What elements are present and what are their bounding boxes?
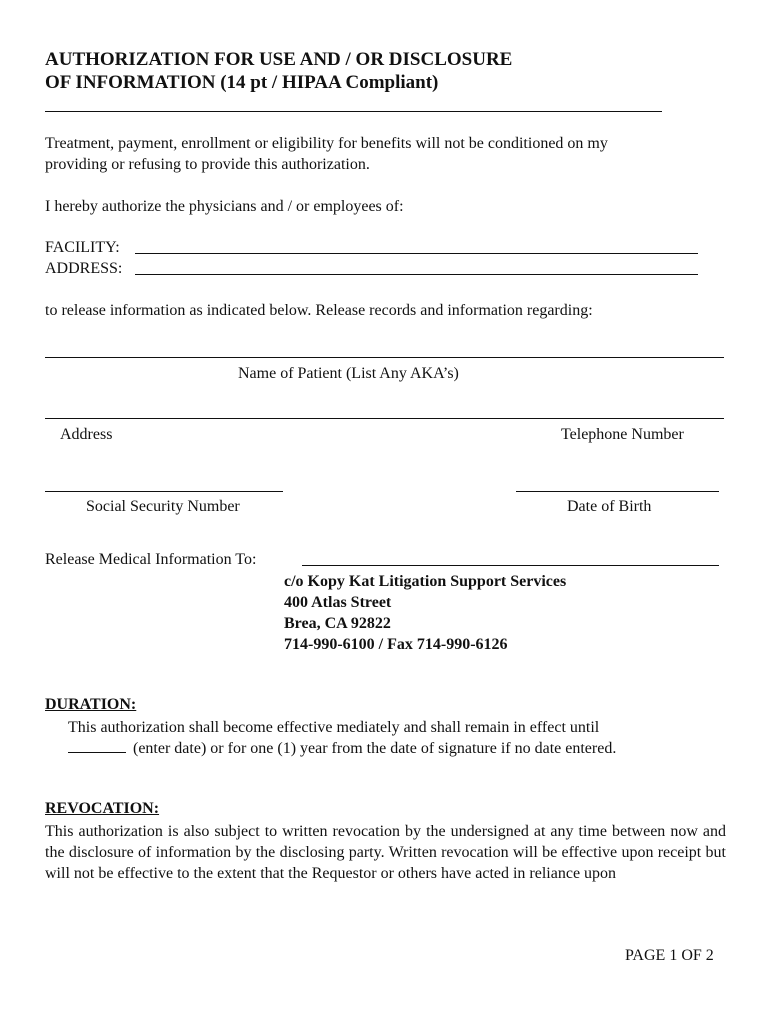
recipient-street: 400 Atlas Street	[284, 594, 392, 611]
patient-name-field[interactable]	[45, 357, 724, 358]
patient-name-label: Name of Patient (List Any AKA’s)	[238, 365, 459, 382]
release-regarding-text: to release information as indicated below. Release records and information regarding:	[45, 302, 593, 319]
recipient-city-state-zip: Brea, CA 92822	[284, 615, 391, 632]
dob-label: Date of Birth	[567, 498, 652, 515]
dob-field[interactable]	[516, 491, 719, 492]
patient-address-phone-field[interactable]	[45, 418, 724, 419]
form-title-line1: AUTHORIZATION FOR USE AND / OR DISCLOSURE	[45, 49, 513, 70]
ssn-field[interactable]	[45, 491, 283, 492]
recipient-name: c/o Kopy Kat Litigation Support Services	[284, 573, 567, 590]
facility-field[interactable]	[135, 253, 698, 254]
duration-text-line2: (enter date) or for one (1) year from the date of signature if no date entered.	[133, 740, 617, 757]
revocation-heading: REVOCATION:	[45, 800, 160, 817]
duration-text-line1: This authorization shall become effective mediately and shall remain in effect until	[68, 719, 600, 736]
title-divider	[45, 111, 662, 112]
revocation-text: This authorization is also subject to written revocation by the undersigned at any time between now and the disclosure of information by the disclosing party. Written revocation will be effective upon receipt but will not be effective to the extent that the Requestor or others have acted in reliance upon	[45, 823, 726, 882]
form-title-line2: OF INFORMATION (14 pt / HIPAA Compliant)	[45, 72, 439, 93]
duration-date-field[interactable]	[68, 752, 126, 753]
facility-address-field[interactable]	[135, 274, 698, 275]
facility-address-label: ADDRESS:	[45, 260, 123, 277]
release-to-field[interactable]	[302, 565, 719, 566]
duration-heading: DURATION:	[45, 696, 137, 713]
recipient-phone-fax: 714-990-6100 / Fax 714-990-6126	[284, 636, 508, 653]
conditioning-statement-line2: providing or refusing to provide this authorization.	[45, 156, 370, 173]
facility-label: FACILITY:	[45, 239, 120, 256]
patient-telephone-label: Telephone Number	[561, 426, 684, 443]
ssn-label: Social Security Number	[86, 498, 240, 515]
page-number: PAGE 1 OF 2	[625, 947, 714, 964]
conditioning-statement-line1: Treatment, payment, enrollment or eligibility for benefits will not be conditioned on my	[45, 135, 608, 152]
patient-address-label: Address	[60, 426, 113, 443]
release-to-label: Release Medical Information To:	[45, 551, 257, 568]
authorize-statement: I hereby authorize the physicians and / or employees of:	[45, 198, 404, 215]
